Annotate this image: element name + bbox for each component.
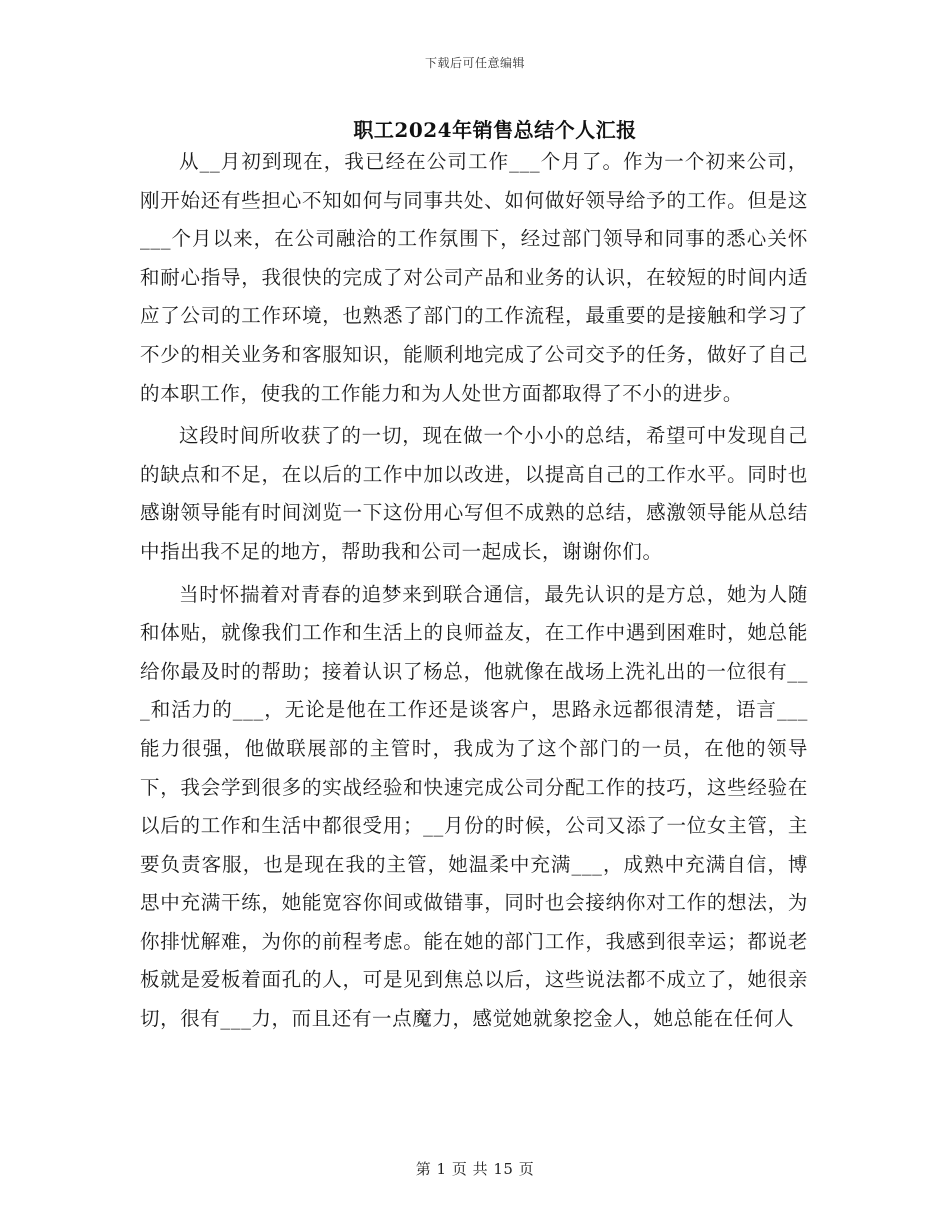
document-body xyxy=(140,143,808,1043)
paragraph-3: 当时怀揣着对青春的追梦来到联合通信，最先认识的是方总，她为人随和体贴，就像我们工作和生活上的良师益友，在工作中遇到困难时，她总能给你最及时的帮助；接着认识了杨总，他就像在战场上洗礼出的一位很有___和活力的___，无论是他在工作还是谈客户，思路永远都很清楚，语言___能力很强，他做联展部的主管时，我成为了这个部门的一员，在他的领导下，我会学到很多的实战经验和快速完成公司分配工作的技巧，这些经验在以后的工作和生活中都很受用；__月份的时候，公司又添了一位女主管，主要负责客服，也是现在我的主管，她温柔中充满___，成熟中充满自信，博思中充满干练，她能宽容你间或做错事，同时也会接纳你对工作的想法，为你排忧解难，为你的前程考虑。能在她的部门工作，我感到很幸运；都说老板就是爱板着面孔的人，可是见到焦总以后，这些说法都不成立了，她很亲切，很有___力，而且还有一点魔力，感觉她就象挖金人，她总能在任何人 xyxy=(140,582,808,1031)
paragraph-1: 从__月初到现在，我已经在公司工作___个月了。作为一个初来公司，刚开始还有些担心不知如何与同事共处、如何做好领导给予的工作。但是这___个月以来，在公司融洽的工作氛围下，经过部门领导和同事的悉心关怀和耐心指导，我很快的完成了对公司产品和业务的认识，在较短的时间内适应了公司的工作环境，也熟悉了部门的工作流程，最重要的是接触和学习了不少的相关业务和客服知识，能顺利地完成了公司交予的任务，做好了自己的本职工作，使我的工作能力和为人处世方面都取得了不小的进步。 xyxy=(140,150,808,405)
page-footer: 第 1 页 共 15 页 xyxy=(415,1160,535,1178)
header-note: 下载后可任意编辑 xyxy=(424,56,525,70)
document-title: 职工2024年销售总结个人汇报 xyxy=(353,118,637,142)
paragraph-2: 这段时间所收获了的一切，现在做一个小小的总结，希望可中发现自己的缺点和不足，在以后的工作中加以改进，以提高自己的工作水平。同时也感谢领导能有时间浏览一下这份用心写但不成熟的总结，感激领导能从总结中指出我不足的地方，帮助我和公司一起成长，谢谢你们。 xyxy=(140,424,808,563)
